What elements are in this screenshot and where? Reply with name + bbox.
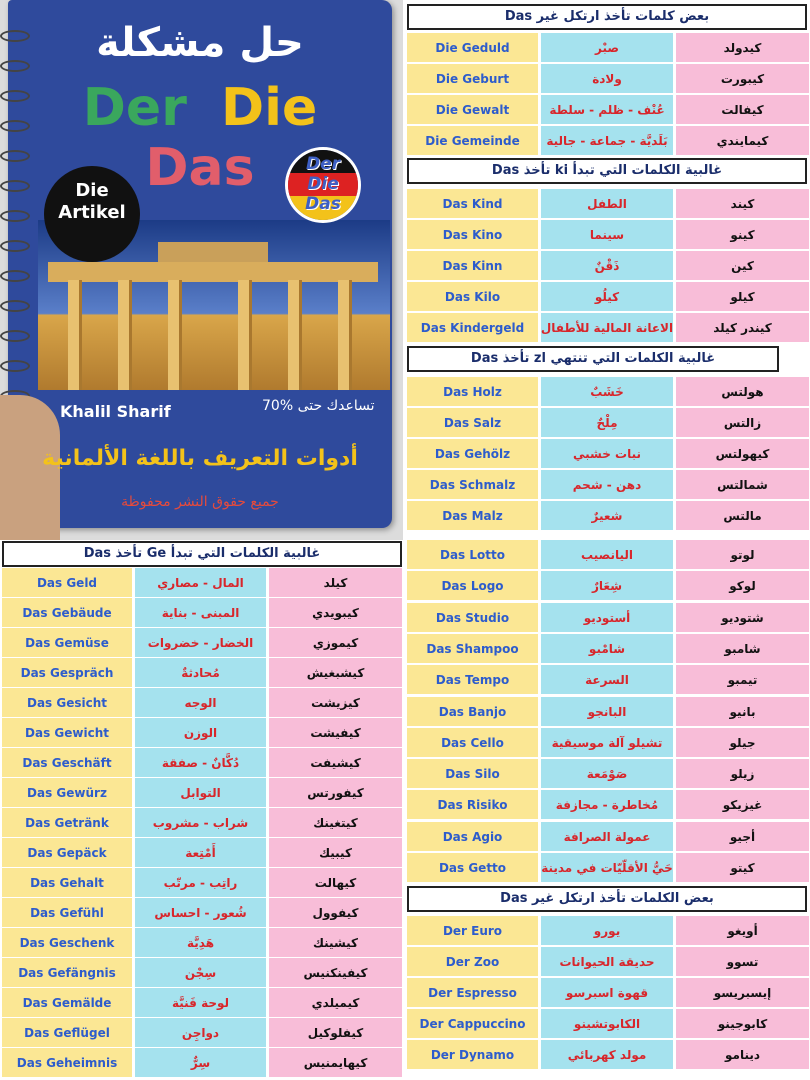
arabic-pronunciation: كيفينكنيس <box>269 958 402 987</box>
arabic-meaning: تشيلو آلة موسيقية <box>541 728 673 757</box>
german-word: Das Lotto <box>407 540 538 569</box>
spiral-ring <box>0 210 30 222</box>
table-row <box>407 501 809 530</box>
section-header: بعض الكلمات تأخذ ارتكل غير Das <box>407 886 807 912</box>
table-row <box>2 778 402 807</box>
german-word: Das Geschäft <box>2 748 132 777</box>
book-cover-photo <box>0 0 403 540</box>
german-word: Das Gemälde <box>2 988 132 1017</box>
arabic-pronunciation: كيمايندي <box>676 126 809 155</box>
arabic-meaning: الكابوتشينو <box>541 1009 673 1038</box>
german-word: Das Gehalt <box>2 868 132 897</box>
table-row <box>407 64 809 93</box>
arabic-pronunciation: شمالتس <box>676 470 809 499</box>
arabic-pronunciation: جيلو <box>676 728 809 757</box>
arabic-pronunciation: مالتس <box>676 501 809 530</box>
arabic-pronunciation: كيندر كيلد <box>676 313 809 342</box>
arabic-meaning: ذَقْنٌ <box>541 251 673 280</box>
german-word: Das Cello <box>407 728 538 757</box>
arabic-pronunciation: كيفيشت <box>269 718 402 747</box>
german-word: Das Shampoo <box>407 634 538 663</box>
arabic-meaning: قهوة اسبرسو <box>541 978 673 1007</box>
arabic-meaning: شعيرٌ <box>541 501 673 530</box>
spiral-ring <box>0 270 30 282</box>
table-row <box>2 898 402 927</box>
arabic-pronunciation: كيزيشت <box>269 688 402 717</box>
arabic-meaning: الوجه <box>135 688 266 717</box>
arabic-meaning: مُحادثةٌ <box>135 658 266 687</box>
logo-das: Das <box>305 194 341 214</box>
table-row <box>407 571 809 600</box>
cover-word-die: Die <box>220 78 318 138</box>
arabic-pronunciation: كيهايمنيس <box>269 1048 402 1077</box>
section-header: غالبية الكلمات التي تبدأ ki تأخذ Das <box>407 158 807 184</box>
german-word: Das Geheimnis <box>2 1048 132 1077</box>
german-word: Die Geburt <box>407 64 538 93</box>
cover-word-das: Das <box>145 138 255 198</box>
arabic-meaning: شامْبو <box>541 634 673 663</box>
arabic-meaning: عُنْف - ظلم - سلطة <box>541 95 673 124</box>
table-row <box>407 220 809 249</box>
arabic-meaning: عمولة الصرافة <box>541 822 673 851</box>
table-row <box>2 748 402 777</box>
table-row <box>407 1009 809 1038</box>
arabic-meaning: سينما <box>541 220 673 249</box>
arabic-meaning: الوزن <box>135 718 266 747</box>
german-word: Das Kinn <box>407 251 538 280</box>
arabic-meaning: حَيُّ الأقلّيّات في مدينة <box>541 853 673 882</box>
arabic-meaning: الطفل <box>541 189 673 218</box>
german-word: Das Logo <box>407 571 538 600</box>
arabic-pronunciation: شامبو <box>676 634 809 663</box>
arabic-pronunciation: كيشينك <box>269 928 402 957</box>
german-word: Das Schmalz <box>407 470 538 499</box>
copyright-text: جميع حقوق النشر محفوظة <box>121 494 279 510</box>
arabic-meaning: كيلُو <box>541 282 673 311</box>
table-row <box>407 697 809 726</box>
arabic-meaning: مولد كهربائي <box>541 1040 673 1069</box>
spiral-ring <box>0 240 30 252</box>
german-word: Das Risiko <box>407 790 538 819</box>
table-row <box>407 822 809 851</box>
table-row <box>407 470 809 499</box>
german-word: Das Agio <box>407 822 538 851</box>
arabic-pronunciation: غيزيكو <box>676 790 809 819</box>
table-row <box>2 838 402 867</box>
german-word: Der Euro <box>407 916 538 945</box>
arabic-pronunciation: أجيو <box>676 822 809 851</box>
cover-title-arabic: حل مشكلة <box>96 20 304 66</box>
arabic-pronunciation: زيلو <box>676 759 809 788</box>
table-row <box>407 540 809 569</box>
arabic-pronunciation: إيسبريسو <box>676 978 809 1007</box>
der-die-das-logo <box>288 150 358 220</box>
table-row <box>2 958 402 987</box>
arabic-pronunciation: دينامو <box>676 1040 809 1069</box>
german-word: Der Espresso <box>407 978 538 1007</box>
german-word: Der Dynamo <box>407 1040 538 1069</box>
arabic-meaning: التوابل <box>135 778 266 807</box>
german-word: Das Malz <box>407 501 538 530</box>
german-word: Das Gefängnis <box>2 958 132 987</box>
arabic-pronunciation: كيبورت <box>676 64 809 93</box>
arabic-meaning: هَدِيَّة <box>135 928 266 957</box>
arabic-meaning: بَلَديَّة - جماعة - جالية <box>541 126 673 155</box>
table-row <box>2 568 402 597</box>
cover-word-der: Der <box>82 78 187 138</box>
german-word: Das Gespräch <box>2 658 132 687</box>
table-row <box>2 718 402 747</box>
table-row <box>407 126 809 155</box>
arabic-pronunciation: لوكو <box>676 571 809 600</box>
logo-der: Der <box>305 154 341 174</box>
german-word: Das Salz <box>407 408 538 437</box>
spiral-ring <box>0 360 30 372</box>
table-row <box>407 759 809 788</box>
table-row <box>407 947 809 976</box>
arabic-meaning: خَشَبٌ <box>541 377 673 406</box>
table-row <box>2 1048 402 1077</box>
table-row <box>407 728 809 757</box>
table-row <box>2 598 402 627</box>
arabic-meaning: المبنى - بناية <box>135 598 266 627</box>
table-row <box>2 628 402 657</box>
badge-line1: Die <box>75 180 109 201</box>
table-row <box>407 408 809 437</box>
arabic-pronunciation: كيفالت <box>676 95 809 124</box>
arabic-pronunciation: كيميلدي <box>269 988 402 1017</box>
arabic-pronunciation: لوتو <box>676 540 809 569</box>
german-word: Das Geld <box>2 568 132 597</box>
table-row <box>407 282 809 311</box>
arabic-pronunciation: كابوجينو <box>676 1009 809 1038</box>
table-row <box>407 665 809 694</box>
arabic-pronunciation: كين <box>676 251 809 280</box>
arabic-pronunciation: تسوو <box>676 947 809 976</box>
german-word: Das Holz <box>407 377 538 406</box>
german-word: Das Geschenk <box>2 928 132 957</box>
table-row <box>407 853 809 882</box>
arabic-meaning: دواجِن <box>135 1018 266 1047</box>
arabic-meaning: أَمْتِعة <box>135 838 266 867</box>
arabic-meaning: السرعة <box>541 665 673 694</box>
arabic-meaning: البانجو <box>541 697 673 726</box>
table-row <box>2 928 402 957</box>
spiral-ring <box>0 330 30 342</box>
badge-line2: Artikel <box>58 202 126 223</box>
table-row <box>2 808 402 837</box>
arabic-meaning: يورو <box>541 916 673 945</box>
section-header: غالبية الكلمات التي تنتهي zl تأخذ Das <box>407 346 779 372</box>
arabic-meaning: مِلْحٌ <box>541 408 673 437</box>
german-word: Das Silo <box>407 759 538 788</box>
german-word: Das Gefühl <box>2 898 132 927</box>
arabic-meaning: راتِب - مرتّب <box>135 868 266 897</box>
arabic-pronunciation: كيموزي <box>269 628 402 657</box>
arabic-meaning: دُكَّانٌ - صفقة <box>135 748 266 777</box>
table-row <box>407 189 809 218</box>
arabic-meaning: سِرٌّ <box>135 1048 266 1077</box>
arabic-meaning: المال - مصاري <box>135 568 266 597</box>
arabic-meaning: ولادة <box>541 64 673 93</box>
german-word: Das Gesicht <box>2 688 132 717</box>
help-percentage: تساعدك حتى %70 <box>262 398 375 414</box>
arabic-pronunciation: كيبيك <box>269 838 402 867</box>
arabic-pronunciation: زالتس <box>676 408 809 437</box>
section-header: غالبية الكلمات التي تبدأ Ge تأخذ Das <box>2 541 402 567</box>
german-word: Das Getto <box>407 853 538 882</box>
arabic-pronunciation: كيشبغيش <box>269 658 402 687</box>
arabic-meaning: حديقة الحيوانات <box>541 947 673 976</box>
german-word: Das Gemüse <box>2 628 132 657</box>
arabic-pronunciation: بانيو <box>676 697 809 726</box>
table-row <box>407 377 809 406</box>
arabic-pronunciation: هولتس <box>676 377 809 406</box>
arabic-pronunciation: كيند <box>676 189 809 218</box>
arabic-pronunciation: كيفورتس <box>269 778 402 807</box>
table-row <box>2 1018 402 1047</box>
german-word: Das Gewicht <box>2 718 132 747</box>
table-row <box>407 33 809 62</box>
german-word: Das Studio <box>407 603 538 632</box>
arabic-pronunciation: كيهالت <box>269 868 402 897</box>
german-word: Das Kind <box>407 189 538 218</box>
table-row <box>407 978 809 1007</box>
arabic-pronunciation: كيدولد <box>676 33 809 62</box>
german-word: Das Banjo <box>407 697 538 726</box>
table-row <box>407 1040 809 1069</box>
table-row <box>407 251 809 280</box>
arabic-meaning: صَوْمَعة <box>541 759 673 788</box>
arabic-meaning: صبْر <box>541 33 673 62</box>
german-word: Die Geduld <box>407 33 538 62</box>
german-word: Das Kindergeld <box>407 313 538 342</box>
table-row <box>2 868 402 897</box>
arabic-pronunciation: كيهولتس <box>676 439 809 468</box>
arabic-pronunciation: كيلد <box>269 568 402 597</box>
arabic-pronunciation: كينو <box>676 220 809 249</box>
arabic-meaning: مُخاطرة - مجازفة <box>541 790 673 819</box>
german-word: Das Geflügel <box>2 1018 132 1047</box>
table-row <box>2 658 402 687</box>
arabic-pronunciation: كيفلوكيل <box>269 1018 402 1047</box>
arabic-pronunciation: أويغو <box>676 916 809 945</box>
table-row <box>407 603 809 632</box>
table-row <box>407 313 809 342</box>
cover-subtitle: أدوات التعريف باللغة الألمانية <box>42 446 358 471</box>
arabic-pronunciation: شتوديو <box>676 603 809 632</box>
arabic-meaning: الخضار - خضروات <box>135 628 266 657</box>
arabic-meaning: أستوديو <box>541 603 673 632</box>
table-row <box>407 439 809 468</box>
german-word: Das Kino <box>407 220 538 249</box>
table-row <box>407 634 809 663</box>
table-row <box>407 916 809 945</box>
arabic-meaning: شِعَارٌ <box>541 571 673 600</box>
artikel-badge <box>44 166 140 262</box>
arabic-meaning: الاعانة المالية للأطفال <box>541 313 673 342</box>
german-word: Das Getränk <box>2 808 132 837</box>
german-word: Die Gewalt <box>407 95 538 124</box>
author-name: Khalil Sharif <box>60 402 171 421</box>
table-row <box>2 988 402 1017</box>
section-header: بعض كلمات تأخذ ارتكل غير Das <box>407 4 807 30</box>
german-word: Das Gewürz <box>2 778 132 807</box>
table-row <box>2 688 402 717</box>
arabic-meaning: شراب - مشروب <box>135 808 266 837</box>
german-word: Das Gebäude <box>2 598 132 627</box>
german-word: Der Zoo <box>407 947 538 976</box>
spiral-ring <box>0 300 30 312</box>
german-word: Das Kilo <box>407 282 538 311</box>
arabic-meaning: اليانصيب <box>541 540 673 569</box>
arabic-meaning: نبات خشبي <box>541 439 673 468</box>
arabic-pronunciation: كيشيفت <box>269 748 402 777</box>
arabic-pronunciation: كيتو <box>676 853 809 882</box>
arabic-meaning: دهن - شحم <box>541 470 673 499</box>
arabic-meaning: شُعور - احساس <box>135 898 266 927</box>
arabic-pronunciation: كيفوول <box>269 898 402 927</box>
german-word: Die Gemeinde <box>407 126 538 155</box>
table-row <box>407 95 809 124</box>
arabic-meaning: لوحة فَنيَّة <box>135 988 266 1017</box>
arabic-pronunciation: تيمبو <box>676 665 809 694</box>
arabic-meaning: سِجْن <box>135 958 266 987</box>
arabic-pronunciation: كيتغينك <box>269 808 402 837</box>
german-word: Der Cappuccino <box>407 1009 538 1038</box>
german-word: Das Gehölz <box>407 439 538 468</box>
arabic-pronunciation: كيلو <box>676 282 809 311</box>
arabic-pronunciation: كيبويدي <box>269 598 402 627</box>
german-word: Das Tempo <box>407 665 538 694</box>
logo-die: Die <box>307 174 339 194</box>
german-word: Das Gepäck <box>2 838 132 867</box>
table-row <box>407 790 809 819</box>
